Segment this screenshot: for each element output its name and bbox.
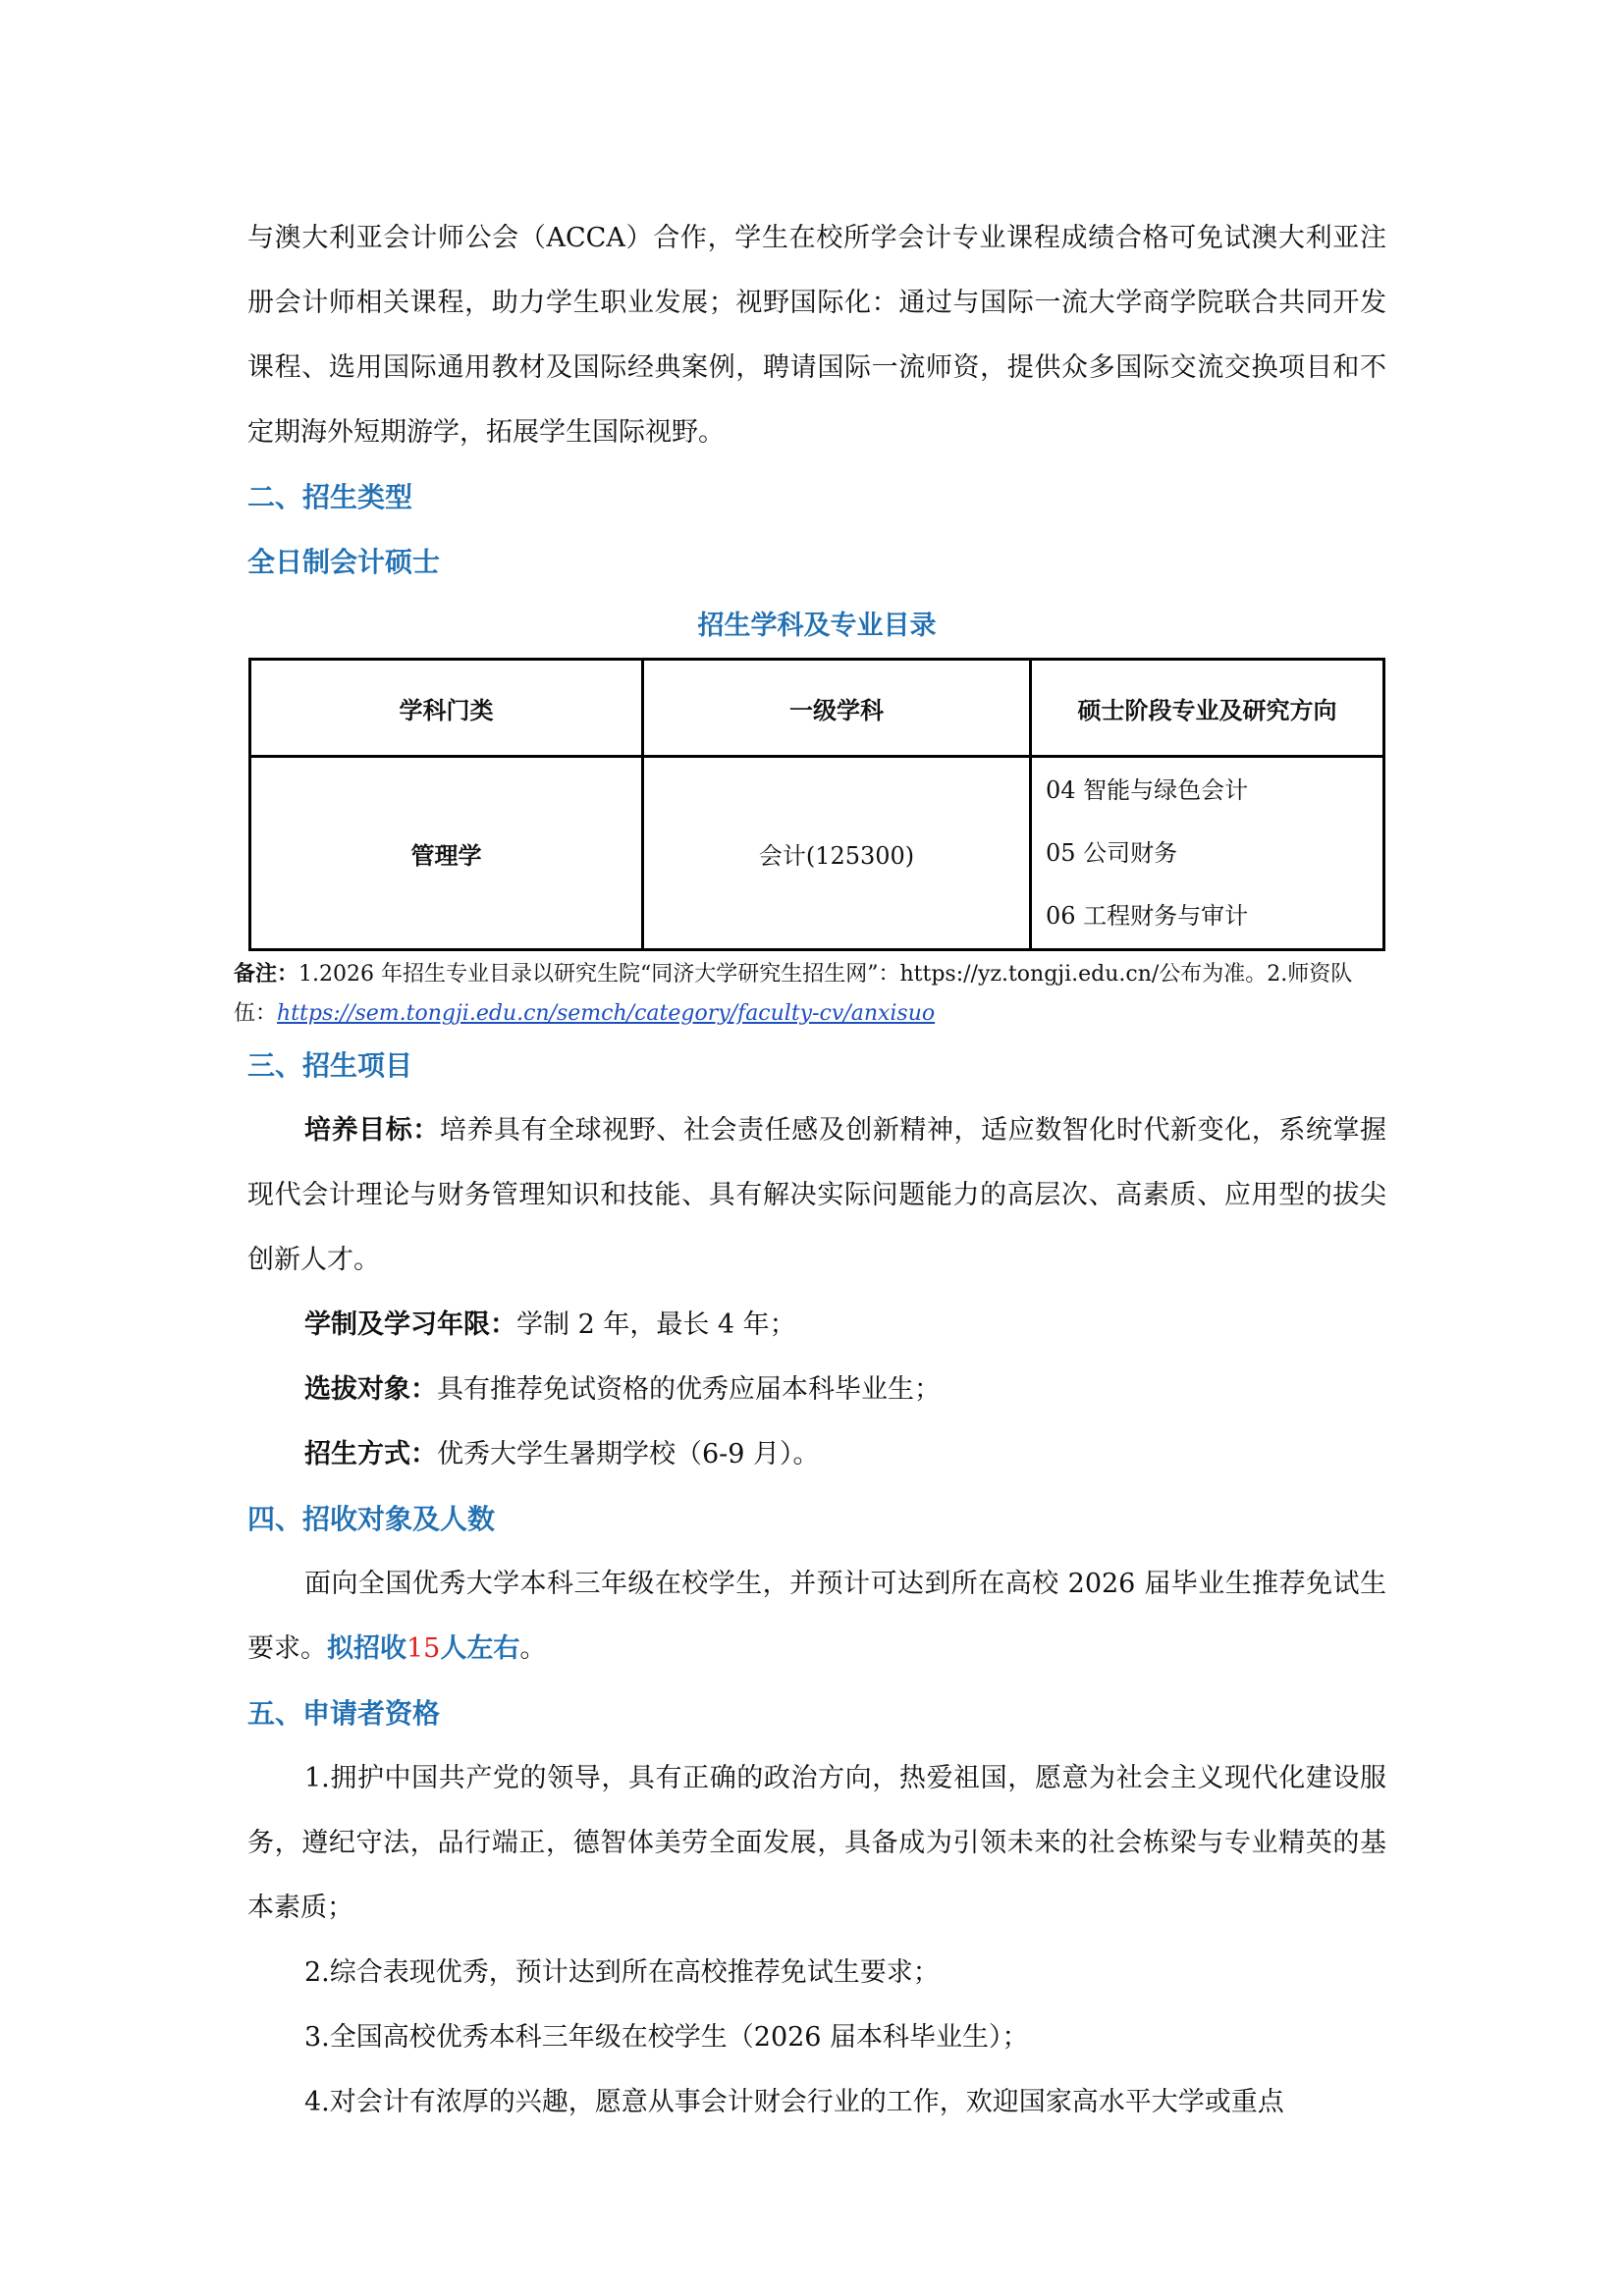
quota-suffix: 人左右	[440, 1633, 520, 1664]
subheading-fulltime-mpacc: 全日制会计硕士	[247, 546, 441, 578]
header-directions: 硕士阶段专业及研究方向	[1031, 660, 1384, 757]
duration-line	[247, 1293, 1386, 1358]
section-heading-program: 三、招生项目	[247, 1049, 413, 1082]
method-label: 招生方式：	[304, 1439, 437, 1469]
cell-discipline: 会计(125300)	[643, 757, 1031, 950]
goal-text: 培养具有全球视野、社会责任感及创新精神，适应数智化时代新变化，系统掌握现代会计理论与财务管理知识和技能、具有解决实际问题能力的高层次、高素质、应用型的拔尖创新人才。	[247, 1115, 1387, 1275]
direction-item: 04 智能与绿色会计	[1046, 776, 1249, 804]
section-heading-eligibility: 五、申请者资格	[247, 1697, 441, 1730]
header-category: 学科门类	[250, 660, 643, 757]
method-text: 优秀大学生暑期学校（6-9 月）。	[437, 1439, 820, 1469]
target-label: 选拔对象：	[304, 1374, 437, 1405]
cell-category: 管理学	[250, 757, 643, 950]
table-note	[234, 955, 1386, 1034]
method-line	[247, 1422, 1386, 1487]
table-title: 招生学科及专业目录	[697, 611, 937, 641]
table-header-row	[250, 660, 1384, 757]
note-text: 1.2026 年招生专业目录以研究生院“同济大学研究生招生网”：https://yz.tongji.edu.cn/公布为准。2.师资队伍：	[234, 962, 1353, 1026]
document-page	[234, 206, 1387, 2135]
quota-end: 。	[519, 1633, 547, 1664]
target-line	[247, 1358, 1386, 1422]
direction-item: 05 公司财务	[1046, 839, 1178, 867]
goal-label: 培养目标：	[304, 1115, 440, 1146]
training-goal	[247, 1098, 1386, 1293]
section-heading-quota: 四、招收对象及人数	[247, 1503, 496, 1535]
direction-item: 06 工程财务与审计	[1046, 902, 1249, 930]
section-heading-admission-type: 二、招生类型	[247, 481, 413, 513]
eligibility-item: 2.综合表现优秀，预计达到所在高校推荐免试生要求；	[304, 1957, 940, 1988]
cell-directions	[1031, 757, 1384, 950]
catalog-table	[248, 658, 1385, 951]
table-row	[250, 757, 1384, 950]
quota-number: 15	[406, 1633, 441, 1664]
eligibility-item: 1.拥护中国共产党的领导，具有正确的政治方向，热爱祖国，愿意为社会主义现代化建设服务，遵纪守法，品行端正，德智体美劳全面发展，具备成为引领未来的社会栋梁与专业精英的基本素质；	[247, 1763, 1386, 1923]
faculty-link[interactable]: https://sem.tongji.edu.cn/semch/category/faculty-cv/anxisuo	[277, 1001, 936, 1026]
intro-paragraph: 与澳大利亚会计师公会（ACCA）合作，学生在校所学会计专业课程成绩合格可免试澳大利亚注册会计师相关课程，助力学生职业发展；视野国际化：通过与国际一流大学商学院联合共同开发课程、选用国际通用教材及国际经典案例，聘请国际一流师资，提供众多国际交流交换项目和不定期海外短期游学，拓展学生国际视野。	[247, 223, 1386, 448]
duration-text: 学制 2 年，最长 4 年；	[516, 1309, 796, 1340]
header-discipline: 一级学科	[643, 660, 1031, 757]
note-label: 备注：	[234, 962, 299, 987]
quota-paragraph	[247, 1552, 1386, 1682]
eligibility-item: 4.对会计有浓厚的兴趣，愿意从事会计财会行业的工作，欢迎国家高水平大学或重点	[304, 2087, 1284, 2117]
quota-text: 面向全国优秀大学本科三年级在校学生，并预计可达到所在高校 2026 届毕业生推荐免试生要求。	[247, 1569, 1386, 1664]
duration-label: 学制及学习年限：	[304, 1309, 516, 1340]
target-text: 具有推荐免试资格的优秀应届本科毕业生；	[437, 1374, 941, 1405]
eligibility-item: 3.全国高校优秀本科三年级在校学生（2026 届本科毕业生）；	[304, 2022, 1029, 2053]
quota-prefix: 拟招收	[327, 1633, 406, 1664]
